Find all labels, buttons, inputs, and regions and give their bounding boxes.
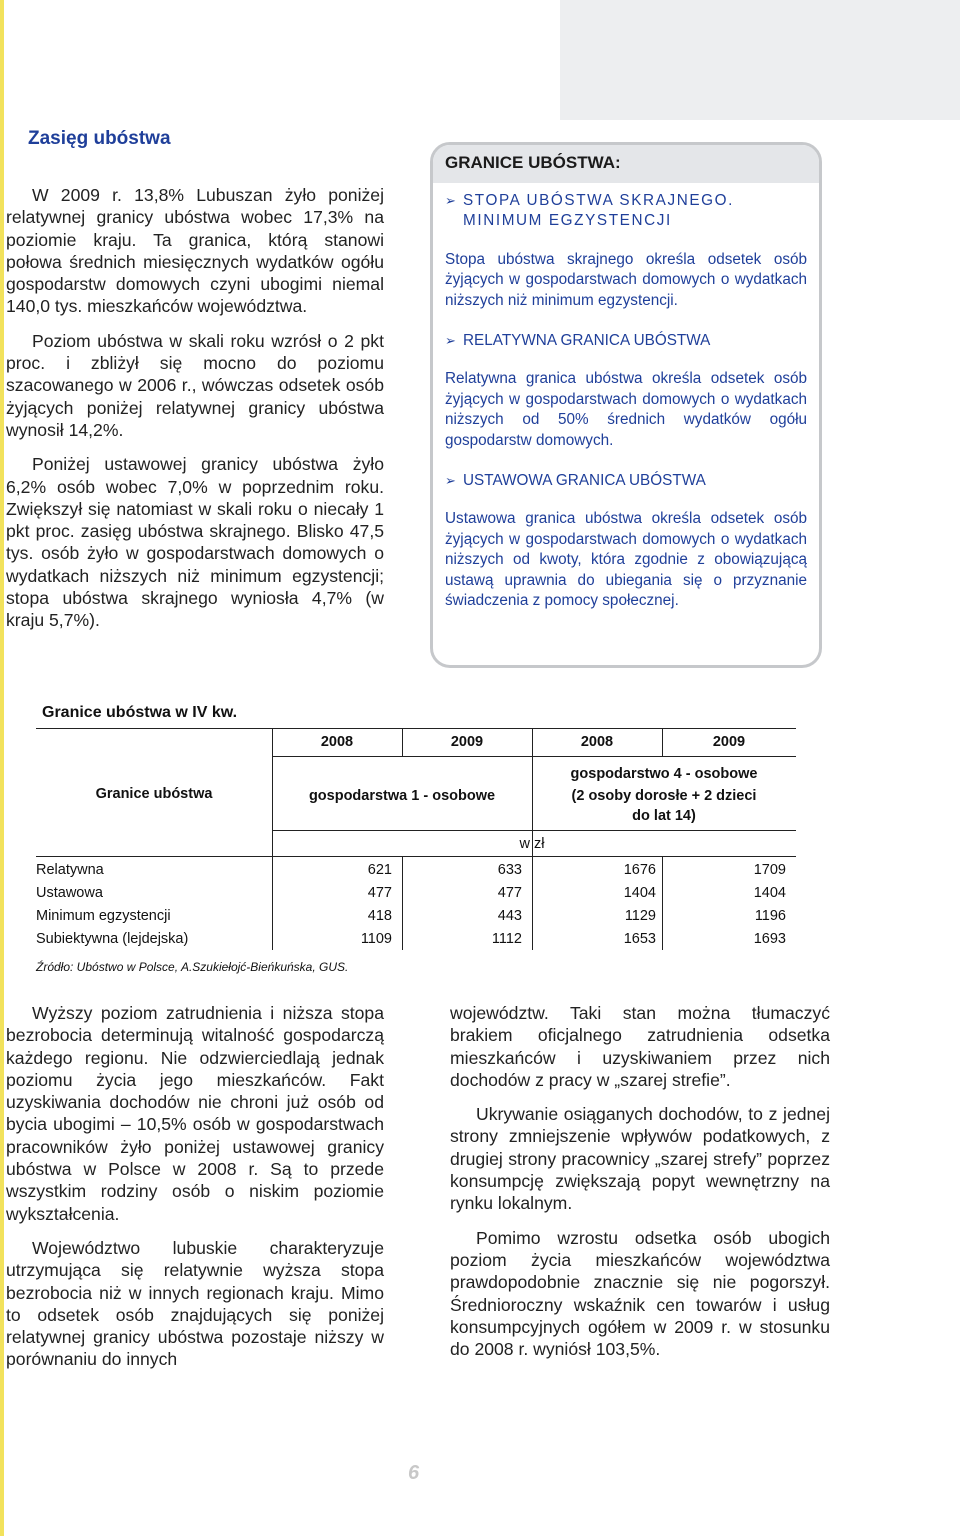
info-box-title: GRANICE UBÓSTWA:: [433, 145, 819, 183]
paragraph: Wyższy poziom zatrudnienia i niższa stopa bezrobocia determinują witalność gospodarczą każdego regionu. Nie odzwierciedlają jednak poziomu życia jego mieszkańców. Fakt uzyskiwania dochodów nie chroni już osób od bycia ubogimi – 10,5% osób w gospodarstwach pracowników żyło poniżej ustawowej granicy ubóstwa w Polsce w 2008 r. Są to przede wszystkim rodziny osób o niskim poziomie wykształcenia.: [6, 1003, 384, 1224]
paragraph: Ukrywanie osiąganych dochodów, to z jednej strony zmniejszenie wpływów podatkowych, z drugiej strony pracownicy „szarej strefy” poprzez konsumpcję zwiększają popyt wewnętrzny na rynku lokalnym.: [450, 1104, 830, 1214]
info-heading-text: USTAWOWA GRANICA UBÓSTWA: [463, 472, 706, 490]
table-rule: [272, 830, 796, 831]
table-cell: 1129: [624, 908, 656, 924]
header-gray-block: [560, 0, 960, 120]
year-header: 2009: [712, 734, 746, 750]
arrow-bullet-icon: ➢: [445, 333, 456, 349]
table-cell: 1709: [753, 862, 786, 878]
poverty-lines-table: [36, 728, 796, 950]
lower-left-column: [6, 1002, 384, 1383]
row-label: Minimum egzystencji: [36, 908, 171, 924]
row-label: Relatywna: [36, 862, 104, 878]
table-cell: 1653: [623, 931, 656, 947]
table-cell: 1404: [623, 885, 656, 901]
paragraph: Pomimo wzrostu odsetka osób ubogich poziom życia mieszkańców województwa prawdopodobnie znacznie się nie pogorszył. Średnioroczny wskaźnik cen towarów i usług konsumpcyjnych ogółem w 2009 r. w stosunku do 2008 r. wyniósł 103,5%.: [450, 1227, 830, 1360]
table-cell: 1693: [753, 931, 786, 947]
table-cell: 1109: [360, 931, 392, 947]
row-label: Subiektywna (lejdejska): [36, 931, 189, 947]
table-cell: 621: [367, 862, 392, 878]
group-header-1-person: gospodarstwa 1 - osobowe: [308, 788, 496, 804]
info-description: Stopa ubóstwa skrajnego określa odsetek osób żyjących w gospodarstwach domowych o wydatkach niższych niż minimum egzystencji.: [445, 250, 807, 309]
info-heading-text: RELATYWNA GRANICA UBÓSTWA: [463, 332, 711, 350]
table-rule: [36, 856, 796, 857]
table-cell: 1404: [753, 885, 786, 901]
source-note: Źródło: Ubóstwo w Polsce, A.Szukiełojć-Bieńkuńska, GUS.: [36, 960, 349, 974]
table-rule: [36, 728, 796, 729]
left-column: [6, 184, 384, 644]
section-title: Zasięg ubóstwa: [28, 128, 171, 149]
table-cell: 1112: [491, 931, 522, 947]
group-header-4-person: do lat 14): [632, 808, 696, 824]
info-heading: [445, 331, 807, 351]
poverty-lines-info-box: [430, 142, 822, 668]
table-cell: 477: [497, 885, 522, 901]
unit-label: w zł: [519, 836, 545, 852]
paragraph: W 2009 r. 13,8% Lubuszan żyło poniżej relatywnej granicy ubóstwa wobec 17,3% na poziomie kraju. Ta granica, którą stanowi połowa średnich miesięcznych wydatków ogółu gospodarstw domowych czyni ubogimi niemal 140,0 tys. mieszkańców województwa.: [6, 185, 384, 317]
table-cell: 1676: [623, 862, 656, 878]
lower-right-column: [450, 1002, 830, 1372]
table-cell: 418: [367, 908, 392, 924]
info-heading-text: STOPA UBÓSTWA SKRAJNEGO. MINIMUM EGZYSTENCJI: [463, 192, 735, 230]
arrow-bullet-icon: ➢: [445, 193, 456, 208]
info-heading: [445, 471, 807, 491]
group-header-4-person: (2 osoby dorosłe + 2 dzieci: [571, 788, 757, 804]
arrow-bullet-icon: ➢: [445, 473, 456, 489]
info-description: Ustawowa granica ubóstwa określa odsetek osób żyjących w gospodarstwach domowych o wydatkach niższych od kwoty, która zgodnie z obowiązującą ustawą uprawnia do ubiegania się o przyznanie świadczenia z pomocy społecznej.: [445, 510, 807, 610]
left-margin-rule: [0, 0, 4, 1536]
table-title: Granice ubóstwa w IV kw.: [42, 704, 238, 721]
paragraph: Poziom ubóstwa w skali roku wzrósł o 2 pkt proc. i zbliżył się mocno do poziomu szacowanego w 2006 r., wówczas odsetek osób żyjących poniżej relatywnej granicy ubóstwa wynosił 14,2%.: [6, 330, 384, 440]
paragraph: województw. Taki stan można tłumaczyć brakiem oficjalnego zatrudnienia odsetka mieszkańców i uzyskiwaniem przez nich dochodów z pracy w „szarej strefie”.: [450, 1003, 830, 1090]
info-heading: [445, 191, 807, 232]
table-cell: 633: [497, 862, 522, 878]
table-cell: 443: [497, 908, 522, 924]
row-header-label: Granice ubóstwa: [95, 786, 213, 802]
table-rule: [272, 756, 796, 757]
row-label: Ustawowa: [36, 885, 103, 901]
table-cell: 477: [367, 885, 392, 901]
paragraph: Poniżej ustawowej granicy ubóstwa żyło 6,2% osób wobec 7,0% w poprzednim roku. Zwiększył się natomiast w skali roku o niecały 1 pkt proc. zasięg ubóstwa skrajnego. Blisko 47,5 tys. osób żyło w gospodarstwach domowych o wydatkach niższych niż minimum egzystencji; stopa ubóstwa skrajnego wyniosła 4,7% (w kraju 5,7%).: [6, 454, 384, 631]
paragraph: Województwo lubuskie charakteryzuje utrzymująca się relatywnie wyższa stopa bezrobocia niż w innych regionach kraju. Mimo to odsetek osób znajdujących się poniżej relatywnej granicy ubóstwa pozostaje niższy w porównaniu do innych: [6, 1237, 384, 1370]
info-description: Relatywna granica ubóstwa określa odsetek osób żyjących w gospodarstwach domowych o wydatkach niższych od 50% średnich wydatków ogółu gospodarstw domowych.: [445, 370, 807, 449]
page-number: 6: [408, 1462, 420, 1484]
table-cell: 1196: [754, 908, 786, 924]
year-header: 2008: [580, 734, 614, 750]
year-header: 2009: [450, 734, 484, 750]
group-header-4-person: gospodarstwo 4 - osobowe: [570, 766, 758, 782]
year-header: 2008: [320, 734, 354, 750]
